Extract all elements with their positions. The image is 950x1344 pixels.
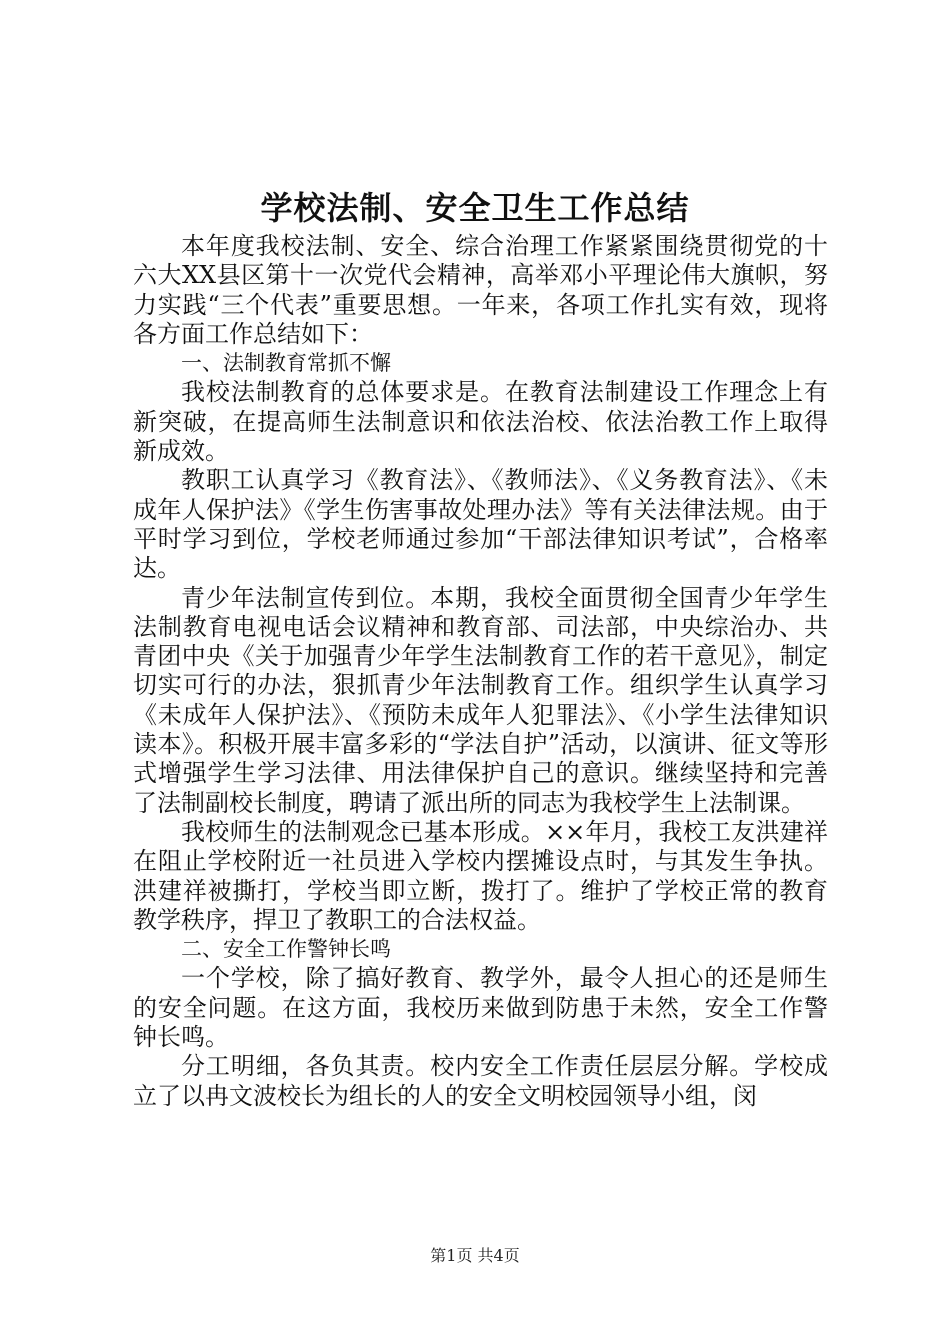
- paragraph: 我校法制教育的总体要求是。在教育法制建设工作理念上有新突破，在提高师生法制意识和依法治校、依法治教工作上取得新成效。: [133, 378, 828, 466]
- paragraph: 我校师生的法制观念已基本形成。××年月，我校工友洪建祥在阻止学校附近一社员进入学校内摆摊设点时，与其发生争执。洪建祥被撕打，学校当即立断，拨打了。维护了学校正常的教育教学秩序，捍卫了教职工的合法权益。: [133, 817, 828, 934]
- section-heading: 二、安全工作警钟长鸣: [181, 937, 391, 962]
- paragraph: 教职工认真学习《教育法》、《教师法》、《义务教育法》、《未成年人保护法》《学生伤害事故处理办法》等有关法律法规。由于平时学习到位，学校老师通过参加“干部法律知识考试”，合格率达。: [133, 466, 828, 583]
- paragraph: 本年度我校法制、安全、综合治理工作紧紧围绕贯彻党的十六大XX县区第十一次党代会精神，高举邓小平理论伟大旗帜，努力实践“三个代表”重要思想。一年来，各项工作扎实有效，现将各方面工作总结如下：: [133, 232, 828, 348]
- section-heading: 一、法制教育常抓不懈: [181, 351, 391, 376]
- document-body: [133, 232, 828, 1111]
- paragraph: 青少年法制宣传到位。本期，我校全面贯彻全国青少年学生法制教育电视电话会议精神和教育部、司法部，中央综治办、共青团中央《关于加强青少年学生法制教育工作的若干意见》，制定切实可行的办法，狠抓青少年法制教育工作。组织学生认真学习《未成年人保护法》、《预防未成年人犯罪法》、《小学生法律知识读本》。积极开展丰富多彩的“学法自护”活动，以演讲、征文等形式增强学生学习法律、用法律保护自己的意识。继续坚持和完善了法制副校长制度，聘请了派出所的同志为我校学生上法制课。: [133, 583, 828, 817]
- page-number-footer: 第1页 共4页: [430, 1246, 520, 1265]
- paragraph: 一个学校，除了搞好教育、教学外，最令人担心的还是师生的安全问题。在这方面，我校历来做到防患于未然，安全工作警钟长鸣。: [133, 964, 828, 1052]
- document-title: 学校法制、安全卫生工作总结: [260, 189, 690, 227]
- paragraph: 分工明细，各负其责。校内安全工作责任层层分解。学校成立了以冉文波校长为组长的人的安全文明校园领导小组，闵: [133, 1052, 828, 1110]
